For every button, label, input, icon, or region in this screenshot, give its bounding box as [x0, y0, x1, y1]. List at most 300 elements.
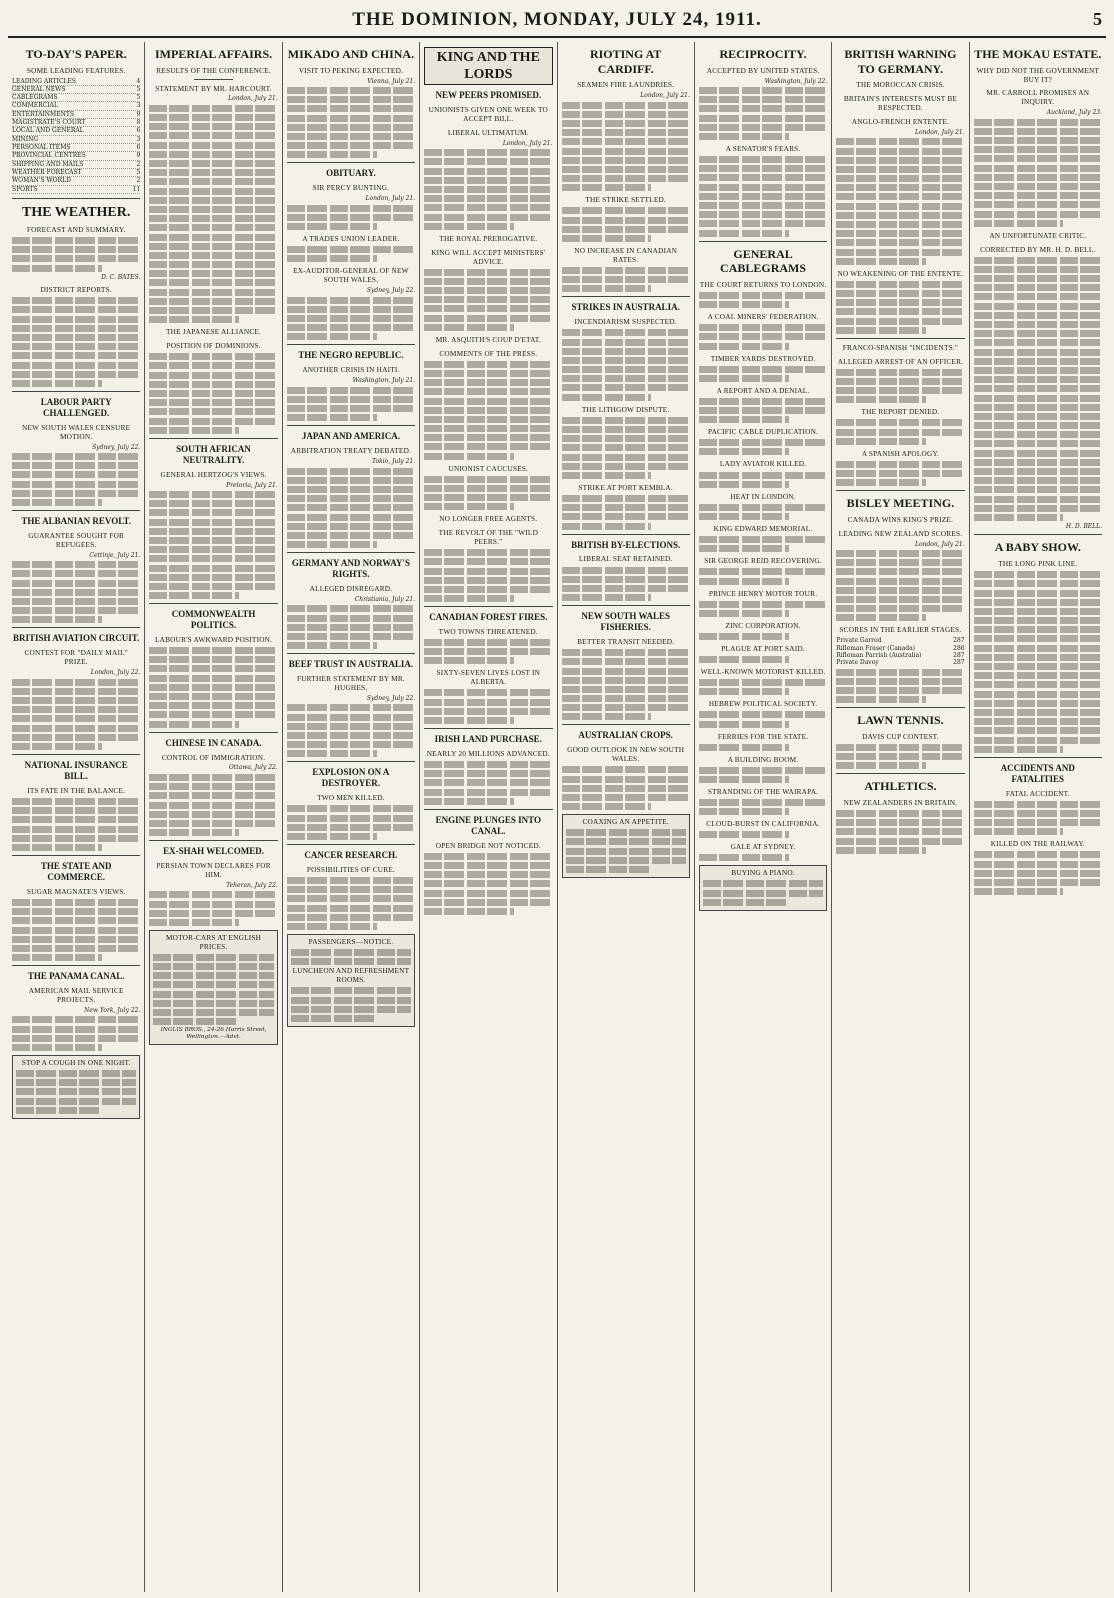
- text-line: [974, 718, 1102, 725]
- irish-land-heading: IRISH LAND PURCHASE.: [434, 734, 542, 745]
- text-line: [836, 847, 926, 854]
- text-line: [974, 681, 1102, 688]
- text-line: [699, 504, 827, 511]
- text-line: [287, 877, 415, 884]
- text-line: [149, 693, 277, 700]
- text-line: [974, 608, 1102, 615]
- insurance-heading: NATIONAL INSURANCE BILL.: [24, 759, 128, 781]
- text-line: [974, 211, 1102, 218]
- text-line: [149, 774, 277, 781]
- cancer-heading: CANCER RESEARCH.: [304, 849, 398, 860]
- text-line: [424, 853, 552, 860]
- text-line: [16, 1098, 136, 1105]
- cancer-subheading: POSSIBILITIES OF CURE.: [306, 864, 395, 874]
- text-line: [12, 297, 140, 304]
- divider: [562, 605, 690, 606]
- text-line: [149, 418, 277, 425]
- text-line: [836, 299, 964, 306]
- text-line: [149, 234, 277, 241]
- column-7: [832, 42, 969, 1592]
- text-line: [287, 642, 377, 649]
- dateline: Pretoria, July 21.: [226, 481, 278, 489]
- text-line: [562, 576, 690, 583]
- toc-row: MAGISTRATE'S COURT 8: [12, 119, 141, 127]
- text-line: [12, 899, 140, 906]
- divider: [12, 198, 140, 199]
- by-elections-subheading: LIBERAL SEAT RETAINED.: [578, 554, 673, 564]
- dateline: London, July 21.: [502, 139, 553, 147]
- text-line: [287, 833, 377, 840]
- incendiarism-subheading: INCENDIARISM SUSPECTED.: [574, 317, 677, 327]
- text-line: [699, 472, 827, 479]
- text-line: [12, 908, 140, 915]
- text-line: [974, 801, 1102, 808]
- text-line: [149, 820, 277, 827]
- text-line: [287, 741, 415, 748]
- text-line: [149, 721, 239, 728]
- irish-land-subheading: NEARLY 20 MILLIONS ADVANCED.: [426, 748, 550, 758]
- text-line: [149, 509, 277, 516]
- text-line: [149, 188, 277, 195]
- text-line: [836, 438, 926, 445]
- strikes-australia-heading: STRIKES IN AUSTRALIA.: [571, 302, 680, 313]
- japanese-alliance-heading: THE JAPANESE ALLIANCE.: [165, 327, 262, 337]
- text-line: [974, 128, 1102, 135]
- text-line: [287, 396, 415, 403]
- unionist-caucuses-heading: UNIONIST CAUCUSES.: [448, 463, 529, 473]
- text-line: [149, 555, 277, 562]
- text-line: [287, 468, 415, 475]
- text-line: [12, 371, 140, 378]
- mikado-heading: MIKADO AND CHINA.: [287, 47, 415, 61]
- text-line: [424, 425, 552, 432]
- text-line: [287, 750, 377, 757]
- text-line: [974, 155, 1102, 162]
- japanese-alliance-subheading: POSITION OF DOMINIONS.: [166, 341, 261, 351]
- reciprocity-heading: RECIPROCITY.: [719, 47, 807, 61]
- weather-signature: D. C. BATES.: [101, 273, 141, 281]
- toc-row: WOMAN'S WORLD 2: [12, 177, 141, 185]
- new-peers-subheading: NEW PEERS PROMISED.: [435, 90, 542, 101]
- text-line: [699, 439, 827, 446]
- text-line: [562, 348, 690, 355]
- reciprocity-subheading: ACCEPTED BY UNITED STATES.: [706, 65, 820, 75]
- japan-america-subheading: ARBITRATION TREATY DEBATED.: [290, 446, 412, 456]
- text-line: [699, 656, 789, 663]
- text-line: [699, 578, 789, 585]
- text-line: [974, 450, 1102, 457]
- text-line: [974, 459, 1102, 466]
- text-line: [12, 936, 140, 943]
- text-line: [149, 151, 277, 158]
- text-line: [12, 316, 140, 323]
- text-line: [149, 675, 277, 682]
- text-line: [562, 785, 690, 792]
- text-line: [287, 87, 415, 94]
- text-line: [149, 919, 239, 926]
- text-line: [153, 991, 273, 998]
- text-line: [699, 230, 789, 237]
- albanian-subheading: GUARANTEE SOUGHT FOR REFUGEES.: [28, 531, 125, 549]
- explosion-subheading: TWO MEN KILLED.: [317, 793, 385, 803]
- masthead-title: THE DOMINION, MONDAY, JULY 24, 1911.: [352, 9, 762, 30]
- text-line: [699, 711, 827, 718]
- imperial-heading: IMPERIAL AFFAIRS.: [155, 47, 273, 61]
- text-line: [562, 686, 690, 693]
- text-line: [16, 1070, 136, 1077]
- text-line: [149, 537, 277, 544]
- text-line: [974, 672, 1102, 679]
- coup-subheading: COMMENTS OF THE PRESS.: [439, 348, 538, 358]
- text-line: [974, 339, 1102, 346]
- text-line: [149, 910, 277, 917]
- spanish-apology-heading: A SPANISH APOLOGY.: [861, 448, 940, 458]
- text-line: [153, 954, 273, 961]
- text-line: [974, 477, 1102, 484]
- text-line: [562, 677, 690, 684]
- text-line: [974, 395, 1102, 402]
- text-line: [12, 798, 140, 805]
- text-line: [424, 908, 514, 915]
- lawn-tennis-heading: LAWN TENNIS.: [857, 713, 944, 728]
- text-line: [974, 879, 1102, 886]
- score-row: Private Davey 287: [836, 659, 965, 667]
- text-line: [566, 866, 650, 873]
- text-line: [287, 824, 415, 831]
- plague-heading: PLAGUE AT PORT SAID.: [721, 643, 805, 653]
- text-line: [12, 807, 140, 814]
- text-line: [424, 186, 552, 193]
- text-line: [699, 105, 827, 112]
- text-line: [424, 269, 552, 276]
- text-line: [699, 87, 827, 94]
- forest-fires-subheading: TWO TOWNS THREATENED.: [438, 627, 538, 637]
- text-line: [153, 1009, 273, 1016]
- text-line: [12, 352, 140, 359]
- statement-subheading: STATEMENT BY MR. HARCOURT.: [155, 83, 272, 93]
- south-africa-heading: SOUTH AFRICAN NEUTRALITY.: [176, 443, 251, 465]
- arrest-heading: ALLEGED ARREST OF AN OFFICER.: [837, 356, 964, 366]
- text-line: [424, 204, 552, 211]
- text-line: [424, 214, 552, 221]
- divider: [12, 510, 140, 511]
- text-line: [287, 905, 415, 912]
- text-line: [287, 333, 377, 340]
- moroccan-subheading: THE MOROCCAN CRISIS.: [856, 80, 945, 90]
- text-line: [424, 434, 552, 441]
- text-line: [974, 709, 1102, 716]
- toc-row: LEADING ARTICLES 4: [12, 77, 141, 85]
- text-line: [424, 443, 552, 450]
- text-line: [974, 146, 1102, 153]
- text-line: [836, 678, 964, 685]
- text-line: [149, 298, 277, 305]
- column-8: [970, 42, 1106, 1592]
- germany-norway-subheading: ALLEGED DISREGARD.: [309, 584, 393, 594]
- text-line: [703, 899, 787, 906]
- text-line: [836, 230, 964, 237]
- text-line: [424, 476, 552, 483]
- text-line: [149, 123, 277, 130]
- text-line: [149, 829, 239, 836]
- timber-yards-heading: TIMBER YARDS DESTROYED.: [710, 353, 816, 363]
- text-line: [149, 891, 277, 898]
- text-line: [836, 429, 964, 436]
- explosion-heading: EXPLOSION ON A DESTROYER.: [312, 767, 390, 789]
- text-line: [836, 184, 964, 191]
- japan-america-heading: JAPAN AND AMERICA.: [301, 431, 400, 442]
- insurance-subheading: ITS FATE IN THE BALANCE.: [27, 785, 126, 795]
- text-line: [562, 166, 690, 173]
- labour-heading: LABOUR PARTY CHALLENGED.: [40, 396, 112, 418]
- port-kembla-heading: STRIKE AT PORT KEMBLA.: [578, 482, 673, 492]
- text-line: [836, 281, 964, 288]
- text-line: [149, 574, 277, 581]
- ex-auditor-heading: EX-AUDITOR-GENERAL OF NEW SOUTH WALES.: [293, 266, 409, 285]
- text-line: [287, 223, 377, 230]
- divider: [12, 391, 140, 392]
- heat-london-heading: HEAT IN LONDON.: [730, 491, 796, 501]
- text-line: [424, 379, 552, 386]
- text-line: [149, 160, 277, 167]
- text-line: [699, 601, 827, 608]
- masthead: [8, 6, 1106, 38]
- text-line: [12, 743, 102, 750]
- text-line: [699, 343, 789, 350]
- text-line: [562, 495, 690, 502]
- text-line: [699, 688, 789, 695]
- text-line: [149, 656, 277, 663]
- text-line: [424, 388, 552, 395]
- text-line: [287, 105, 415, 112]
- text-line: [836, 753, 964, 760]
- text-line: [699, 366, 827, 373]
- crops-subheading: GOOD OUTLOOK IN NEW SOUTH WALES.: [567, 745, 685, 764]
- dateline: Sydney, July 22.: [366, 287, 416, 295]
- text-line: [562, 175, 690, 182]
- obituary-subheading: SIR PERCY BUNTING.: [312, 183, 390, 193]
- text-line: [424, 595, 514, 602]
- text-line: [699, 333, 827, 340]
- text-line: [562, 207, 690, 214]
- canadian-rates-heading: NO INCREASE IN CANADIAN RATES.: [574, 245, 678, 264]
- text-line: [562, 668, 690, 675]
- text-line: [974, 888, 1064, 895]
- text-line: [562, 375, 690, 382]
- text-line: [974, 404, 1102, 411]
- text-line: [699, 721, 789, 728]
- toc-row: PERSONAL ITEMS 6: [12, 144, 141, 152]
- text-line: [149, 362, 277, 369]
- text-line: [287, 486, 415, 493]
- text-line: [149, 583, 277, 590]
- text-line: [153, 1018, 237, 1025]
- text-line: [287, 142, 415, 149]
- text-line: [149, 519, 277, 526]
- franco-spanish-heading: FRANCO-SPANISH "INCIDENTS.": [842, 342, 959, 352]
- table-of-contents: [12, 78, 140, 194]
- text-line: [424, 880, 552, 887]
- text-line: [12, 715, 140, 722]
- text-line: [836, 387, 964, 394]
- text-line: [424, 195, 552, 202]
- text-line: [149, 169, 277, 176]
- text-line: [836, 148, 964, 155]
- beef-trust-heading: BEEF TRUST IN AUSTRALIA.: [288, 659, 414, 670]
- divider: [974, 534, 1102, 535]
- text-line: [424, 648, 552, 655]
- zinc-heading: ZINC CORPORATION.: [725, 620, 801, 630]
- text-line: [562, 803, 652, 810]
- text-line: [974, 819, 1102, 826]
- report-denial-heading: A REPORT AND A DENIAL.: [716, 385, 810, 395]
- score-row: Private Garrod 287: [836, 637, 965, 645]
- engine-canal-subheading: OPEN BRIDGE NOT NOTICED.: [435, 840, 541, 850]
- text-line: [974, 590, 1102, 597]
- text-line: [974, 691, 1102, 698]
- strike-settled-heading: THE STRIKE SETTLED.: [585, 195, 666, 205]
- passengers-notice: [287, 934, 415, 1027]
- text-line: [16, 1107, 100, 1114]
- divider: [287, 162, 415, 163]
- nsw-fisheries-subheading: BETTER TRANSIT NEEDED.: [577, 637, 675, 647]
- text-line: [12, 237, 140, 244]
- text-line: [12, 561, 140, 568]
- text-line: [836, 587, 964, 594]
- hebrew-society-heading: HEBREW POLITICAL SOCIETY.: [708, 699, 818, 709]
- text-line: [562, 463, 690, 470]
- text-line: [562, 417, 690, 424]
- text-line: [974, 654, 1102, 661]
- free-agents-heading: NO LONGER FREE AGENTS.: [439, 514, 538, 524]
- text-line: [12, 826, 140, 833]
- cough-advertisement: [12, 1055, 140, 1119]
- toc-row: ENTERTAINMENTS 9: [12, 110, 141, 118]
- text-line: [974, 468, 1102, 475]
- text-line: [562, 585, 690, 592]
- text-line: [562, 704, 690, 711]
- dateline: Sydney, July 22.: [92, 443, 141, 451]
- text-line: [974, 496, 1102, 503]
- divider: [424, 809, 552, 810]
- text-line: [974, 266, 1102, 273]
- text-line: [12, 688, 140, 695]
- text-line: [291, 997, 411, 1004]
- panama-heading: THE PANAMA CANAL.: [27, 971, 125, 982]
- toc-row: WEATHER FORECAST 5: [12, 168, 141, 176]
- text-line: [699, 536, 827, 543]
- text-line: [699, 398, 827, 405]
- text-line: [12, 481, 140, 488]
- text-line: [836, 166, 964, 173]
- british-warning-heading: BRITISH WARNING TO GERMANY.: [844, 47, 957, 76]
- text-line: [562, 695, 690, 702]
- text-line: [424, 296, 552, 303]
- text-line: [287, 205, 415, 212]
- divider: [562, 296, 690, 297]
- text-line: [699, 545, 789, 552]
- text-line: [836, 605, 964, 612]
- text-line: [703, 890, 823, 897]
- dateline: London, July 21.: [915, 128, 965, 136]
- dateline: New York, July 22.: [84, 1006, 141, 1014]
- text-line: [16, 1079, 136, 1086]
- text-line: [149, 252, 277, 259]
- text-line: [974, 810, 1102, 817]
- text-line: [974, 201, 1102, 208]
- text-line: [566, 848, 686, 855]
- text-line: [424, 485, 552, 492]
- negro-republic-subheading: ANOTHER CRISIS IN HAITI.: [302, 365, 400, 375]
- text-line: [149, 353, 277, 360]
- text-line: [562, 138, 690, 145]
- text-line: [12, 255, 140, 262]
- text-line: [566, 857, 686, 864]
- text-line: [562, 267, 690, 274]
- text-line: [287, 477, 415, 484]
- text-line: [836, 175, 964, 182]
- text-line: [974, 431, 1102, 438]
- divider: [287, 761, 415, 762]
- negro-republic-heading: THE NEGRO REPUBLIC.: [298, 350, 404, 361]
- text-line: [699, 193, 827, 200]
- text-line: [287, 405, 415, 412]
- text-line: [699, 115, 827, 122]
- text-line: [562, 276, 690, 283]
- text-line: [287, 495, 415, 502]
- motorist-heading: WELL-KNOWN MOTORIST KILLED.: [700, 666, 826, 676]
- text-line: [424, 639, 552, 646]
- leading-features-heading: SOME LEADING FEATURES.: [26, 65, 126, 75]
- text-line: [974, 571, 1102, 578]
- crops-heading: AUSTRALIAN CROPS.: [578, 730, 673, 741]
- text-line: [974, 851, 1102, 858]
- text-line: [836, 378, 964, 385]
- text-line: [149, 528, 277, 535]
- text-line: [424, 503, 514, 510]
- letter-signature: H. D. BELL.: [1065, 523, 1102, 531]
- text-line: [287, 315, 415, 322]
- athletics-subheading: NEW ZEALANDERS IN BRITAIN.: [843, 798, 958, 808]
- mokau-heading: THE MOKAU ESTATE.: [974, 47, 1102, 61]
- unfortunate-critic-heading: AN UNFORTUNATE CRITIC.: [989, 230, 1087, 240]
- text-line: [12, 607, 140, 614]
- text-line: [562, 384, 690, 391]
- text-line: [12, 679, 140, 686]
- entente-subheading: ANGLO-FRENCH ENTENTE.: [851, 116, 950, 126]
- text-line: [287, 214, 415, 221]
- text-line: [424, 549, 552, 556]
- text-line: [562, 329, 690, 336]
- dateline: London, July 21.: [228, 95, 278, 103]
- text-line: [699, 96, 827, 103]
- text-line: [974, 385, 1102, 392]
- text-line: [149, 114, 277, 121]
- divider: [12, 627, 140, 628]
- text-line: [699, 324, 827, 331]
- coal-miners-heading: A COAL MINERS' FEDERATION.: [707, 312, 819, 322]
- text-line: [699, 776, 789, 783]
- text-line: [149, 132, 277, 139]
- page-number: 5: [1093, 9, 1102, 29]
- toc-row: SPORTS 11: [12, 185, 141, 193]
- text-line: [424, 770, 552, 777]
- fatal-accident-heading: FATAL ACCIDENT.: [1005, 788, 1070, 798]
- text-line: [424, 699, 552, 706]
- text-line: [424, 370, 552, 377]
- text-line: [287, 615, 415, 622]
- text-line: [699, 202, 827, 209]
